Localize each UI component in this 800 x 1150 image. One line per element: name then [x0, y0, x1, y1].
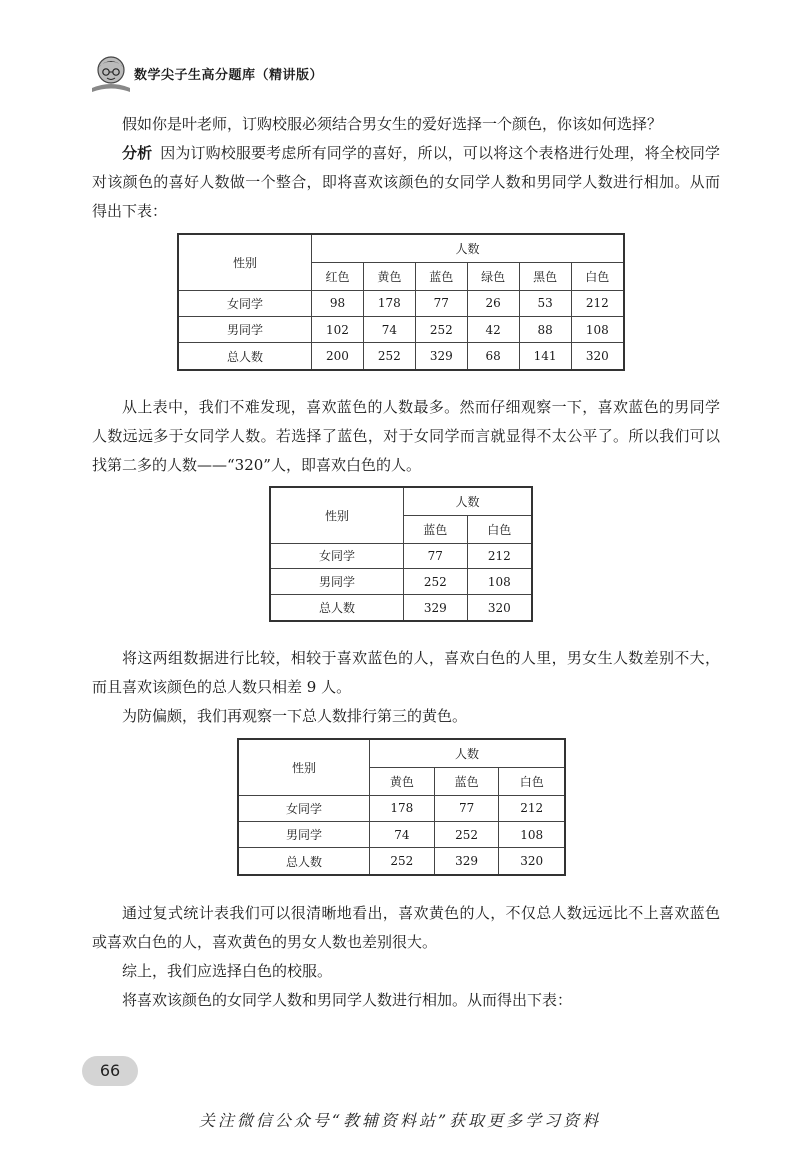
analysis-text: 因为订购校服要考虑所有同学的喜好，所以，可以将这个表格进行处理，将全校同学对该颜色的喜好人数做一个整合，即将喜欢该颜色的女同学人数和男同学人数进行相加。从而得出下表：	[92, 144, 720, 220]
summary-paragraph: 将喜欢该颜色的女同学人数和男同学人数进行相加。从而得出下表：	[122, 991, 573, 1009]
table-row	[178, 290, 624, 316]
table-yellow-blue-white	[237, 738, 566, 876]
column-header: 黑色	[519, 262, 571, 290]
table-row	[178, 343, 624, 370]
table-cell: 329	[404, 595, 468, 622]
column-header: 绿色	[467, 262, 519, 290]
analysis-label: 分析	[122, 144, 153, 162]
mascot-icon	[88, 52, 134, 96]
table-cell: 212	[571, 290, 624, 316]
column-header: 蓝色	[404, 515, 468, 543]
conclusion-detail-paragraph: 通过复式统计表我们可以很清晰地看出，喜欢黄色的人，不仅总人数远远比不上喜欢蓝色或喜欢白色的人，喜欢黄色的男女人数也差别很大。	[92, 904, 720, 951]
row-label: 总人数	[270, 595, 404, 622]
column-header: 红色	[312, 262, 364, 290]
analysis-paragraph	[92, 139, 720, 226]
table-cell: 329	[415, 343, 467, 370]
table-cell: 320	[499, 848, 565, 875]
table-cell: 68	[467, 343, 519, 370]
table-cell: 252	[370, 848, 435, 875]
table-cell: 178	[363, 290, 415, 316]
table-row	[238, 848, 565, 875]
table-blue-white	[269, 486, 533, 622]
table-cell: 108	[571, 316, 624, 342]
table-row	[238, 795, 565, 821]
table-cell: 108	[499, 821, 565, 847]
yellow-intro-paragraph: 为防偏颇，我们再观察一下总人数排行第三的黄色。	[122, 707, 468, 725]
column-header: 黄色	[363, 262, 415, 290]
conclusion-paragraph: 综上，我们应选择白色的校服。	[122, 962, 333, 980]
comparison-paragraph: 将这两组数据进行比较，相较于喜欢蓝色的人，喜欢白色的人里，男女生人数差别不大，而且喜欢该颜色的总人数只相差 9 人。	[92, 649, 720, 696]
column-header: 白色	[499, 767, 565, 795]
table-row	[270, 569, 532, 595]
table-cell: 77	[415, 290, 467, 316]
row-label: 总人数	[178, 343, 312, 370]
table-cell: 88	[519, 316, 571, 342]
column-header: 白色	[467, 515, 532, 543]
table-cell: 252	[415, 316, 467, 342]
table-cell: 141	[519, 343, 571, 370]
question-paragraph: 假如你是叶老师，订购校服必须结合男女生的爱好选择一个颜色，你该如何选择？	[122, 115, 663, 133]
table-group-header: 人数	[404, 487, 533, 515]
table-corner-header: 性别	[238, 739, 370, 795]
column-header: 黄色	[370, 767, 435, 795]
book-title: 数学尖子生高分题库（精讲版）	[134, 68, 324, 83]
observation-paragraph: 从上表中，我们不难发现，喜欢蓝色的人数最多。然而仔细观察一下，喜欢蓝色的男同学人数远远多于女同学人数。若选择了蓝色，对于女同学而言就显得不太公平了。所以我们可以找第二多的人数——“320”人，即喜欢白色的人。	[92, 398, 720, 474]
table-cell: 178	[370, 795, 435, 821]
column-header: 蓝色	[415, 262, 467, 290]
row-label: 男同学	[270, 569, 404, 595]
table-cell: 42	[467, 316, 519, 342]
row-label: 男同学	[238, 821, 370, 847]
table-cell: 320	[571, 343, 624, 370]
table-cell: 53	[519, 290, 571, 316]
table-cell: 252	[434, 821, 499, 847]
table-cell: 102	[312, 316, 364, 342]
row-label: 女同学	[270, 543, 404, 569]
table-cell: 77	[434, 795, 499, 821]
row-label: 男同学	[178, 316, 312, 342]
table-row	[270, 543, 532, 569]
table-cell: 98	[312, 290, 364, 316]
table-cell: 212	[467, 543, 532, 569]
table-all-colors	[177, 233, 625, 371]
table-cell: 74	[370, 821, 435, 847]
table-cell: 200	[312, 343, 364, 370]
column-header: 白色	[571, 262, 624, 290]
table-row	[178, 316, 624, 342]
table-cell: 329	[434, 848, 499, 875]
table-cell: 26	[467, 290, 519, 316]
table-corner-header: 性别	[178, 234, 312, 290]
row-label: 总人数	[238, 848, 370, 875]
table-cell: 77	[404, 543, 468, 569]
column-header: 蓝色	[434, 767, 499, 795]
table-row	[270, 595, 532, 622]
table-row	[238, 821, 565, 847]
row-label: 女同学	[178, 290, 312, 316]
table-cell: 252	[404, 569, 468, 595]
table-corner-header: 性别	[270, 487, 404, 543]
table-cell: 74	[363, 316, 415, 342]
table-cell: 252	[363, 343, 415, 370]
table-group-header: 人数	[370, 739, 566, 767]
footer-note: 关注微信公众号“教辅资料站”获取更多学习资料	[198, 1111, 602, 1130]
table-cell: 320	[467, 595, 532, 622]
table-cell: 212	[499, 795, 565, 821]
page-number: 66	[82, 1056, 138, 1086]
row-label: 女同学	[238, 795, 370, 821]
table-cell: 108	[467, 569, 532, 595]
page-header	[88, 52, 708, 96]
table-group-header: 人数	[312, 234, 625, 262]
